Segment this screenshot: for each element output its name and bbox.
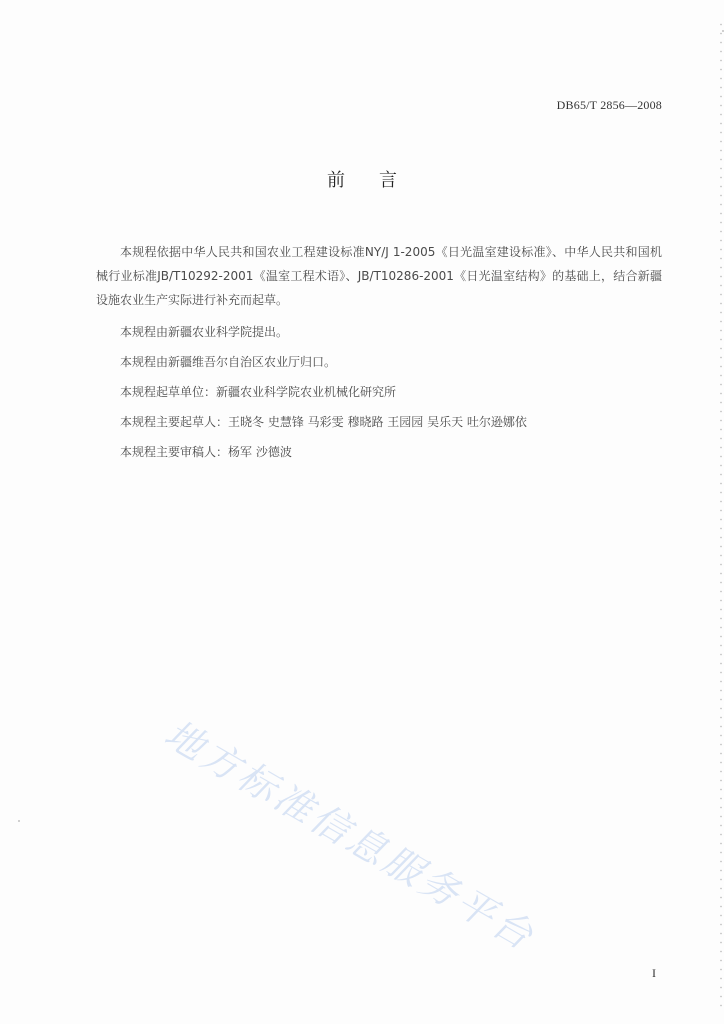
paragraph-drafters: 本规程主要起草人：王晓冬 史慧锋 马彩雯 穆晓路 王园园 吴乐天 吐尔逊娜依 xyxy=(120,415,527,429)
standard-number: DB65/T 2856—2008 xyxy=(556,98,662,112)
scan-speck xyxy=(18,820,20,822)
page-title: 前言 xyxy=(327,170,431,191)
page-number: I xyxy=(652,966,656,980)
paragraph-drafting-unit: 本规程起草单位：新疆农业科学院农业机械化研究所 xyxy=(120,385,397,399)
paragraph-basis: 本规程依据中华人民共和国农业工程建设标准NY/J 1-2005《日光温室建设标准》、中华人民共和国机械行业标准JB/T10292-2001《温室工程术语》、JB/T10286-2001《日光温室结构》的基础上，结合新疆设施农业生产实际进行补充而起草。 xyxy=(96,245,662,307)
watermark: 地方标准信息服务平台 xyxy=(157,711,543,960)
paragraph-reviewers: 本规程主要审稿人：杨军 沙德波 xyxy=(120,445,292,459)
paragraph-proposer: 本规程由新疆农业科学院提出。 xyxy=(120,325,289,339)
foreword-body xyxy=(96,240,662,470)
paragraph-administrator: 本规程由新疆维吾尔自治区农业厅归口。 xyxy=(120,355,337,369)
